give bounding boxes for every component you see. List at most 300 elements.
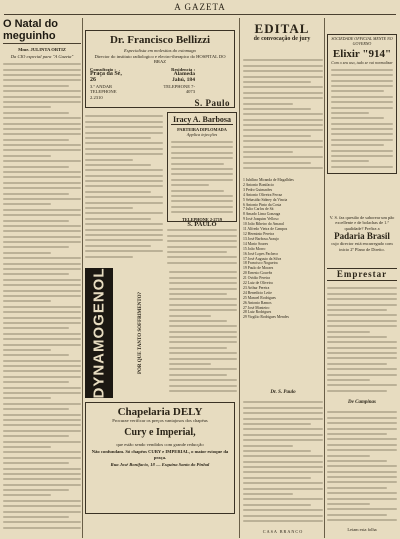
text-line: [167, 251, 227, 253]
text-line: [327, 314, 397, 316]
text-line: [169, 271, 237, 273]
home-phone: TELEPHONE 7-4073: [163, 83, 196, 95]
text-line: [85, 164, 151, 166]
text-line: [3, 365, 81, 367]
text-line: [327, 320, 397, 322]
text-line: [243, 140, 323, 142]
text-line: [3, 403, 81, 405]
campinas-body: [327, 408, 397, 524]
text-line: [169, 293, 227, 295]
text-line: [85, 218, 151, 220]
text-line: [243, 97, 323, 99]
text-line: [243, 151, 293, 153]
text-line: [3, 209, 81, 211]
text-line: [327, 357, 397, 359]
text-line: [243, 156, 323, 158]
home-address: Alameda Jahú, 184: [172, 71, 196, 83]
text-line: [85, 256, 133, 258]
text-line: [169, 325, 237, 327]
text-line: [243, 103, 293, 105]
text-line: [3, 462, 69, 464]
home-label: Residencia :: [171, 66, 196, 72]
ad-chapelaria-brands: Cury e Imperial,: [124, 426, 196, 438]
ad-chapelaria-body: que estão sendo vendidos com grande reducção: [116, 441, 204, 447]
text-line: [327, 514, 387, 516]
text-line: [3, 521, 81, 523]
text-line: [243, 119, 323, 121]
ad-dr-francisco-bellizzi: [85, 30, 235, 108]
edital-footer: CASA BRANCO: [262, 529, 304, 534]
text-line: [327, 411, 397, 413]
text-line: [3, 90, 81, 92]
text-line: [171, 179, 233, 181]
text-line: [169, 341, 237, 343]
text-line: [331, 123, 393, 125]
ad-doctor-name: Dr. Francisco Bellizzi: [109, 34, 211, 46]
text-line: [3, 457, 81, 459]
text-line: [243, 498, 323, 500]
article-body-lines: [85, 115, 163, 257]
jury-name: 2 Antonio Bonifacio: [243, 182, 275, 187]
text-line: [3, 241, 81, 243]
text-line: [3, 322, 81, 324]
text-line: [171, 184, 209, 186]
text-line: [3, 144, 81, 146]
text-line: [327, 298, 397, 300]
text-line: [3, 473, 81, 475]
office-address: Praça da Sé, 26: [90, 71, 122, 83]
text-line: [327, 287, 397, 289]
text-line: [3, 63, 81, 65]
ad-chapelaria-note: Não confundam. Só chapéos CURY e IMPERIAL, o maior estoque da praça.: [91, 449, 229, 460]
text-line: [243, 434, 323, 436]
text-line: [3, 424, 81, 426]
text-line: [3, 381, 69, 383]
text-line: [327, 325, 397, 327]
text-line: [3, 505, 81, 507]
text-line: [3, 198, 81, 200]
text-line: [85, 207, 133, 209]
text-line: [3, 284, 81, 286]
jury-name: 3 Pedro Guimarães: [243, 187, 273, 192]
text-line: [3, 387, 81, 389]
ad-chapelaria-lead: Procurae verificar os preços vantajosos dos chapéus: [112, 418, 208, 423]
ad-elixir-header: SOCIEDADE OFFICIAL MENTE NO GOVERNO: [331, 36, 393, 46]
text-line: [85, 180, 163, 182]
ad-iracy-name: Iracy A. Barbosa: [173, 115, 231, 124]
article-mid-col2: [85, 112, 163, 262]
text-line: [327, 492, 397, 494]
text-line: [171, 211, 233, 213]
text-line: [327, 363, 387, 365]
text-line: [331, 69, 393, 71]
text-line: [3, 435, 69, 437]
text-line: [3, 106, 51, 108]
text-line: [243, 108, 311, 110]
text-line: [327, 390, 387, 392]
text-line: [3, 96, 81, 98]
text-line: [327, 331, 370, 333]
text-line: [243, 407, 323, 409]
text-line: [243, 493, 293, 495]
jury-name: 20 Ernesto Gouvêa: [243, 271, 273, 276]
text-line: [327, 352, 397, 354]
text-line: [3, 527, 81, 529]
text-line: [327, 444, 397, 446]
column-rule: [324, 18, 325, 538]
text-line: [331, 166, 393, 168]
jury-name: 10 João Ribeiro do Amaral: [243, 222, 284, 227]
ad-elixir-body: [331, 69, 393, 168]
text-line: [3, 370, 81, 372]
text-line: [3, 155, 51, 157]
text-line: [327, 471, 397, 473]
emprestar-body: [327, 284, 397, 396]
text-line: [243, 59, 323, 61]
office-label: Consultorio :: [90, 66, 116, 72]
text-line: [3, 257, 81, 259]
text-line: [331, 139, 393, 141]
text-line: [327, 379, 370, 381]
text-line: [3, 171, 81, 173]
text-line: [171, 173, 233, 175]
text-line: [327, 384, 397, 386]
text-line: [3, 117, 81, 119]
text-line: [169, 320, 227, 322]
text-line: [331, 112, 369, 114]
text-line: [3, 236, 81, 238]
text-line: [3, 354, 69, 356]
section-campinas: De Campinas: [348, 400, 376, 405]
text-line: [171, 168, 233, 170]
edital-header: [242, 22, 322, 43]
text-line: [327, 449, 397, 451]
text-line: [85, 202, 163, 204]
masthead: [4, 2, 396, 15]
jury-name: 24 Benedicto Leite: [243, 290, 272, 295]
ad-iracy-body: [171, 141, 233, 213]
text-line: [3, 187, 81, 189]
text-line: [243, 167, 323, 169]
text-line: [169, 282, 237, 284]
text-line: [3, 74, 81, 76]
text-line: [327, 503, 370, 505]
text-line: [169, 288, 237, 290]
text-line: [243, 86, 323, 88]
ad-padaria-body: cujo director está encarregado com inicio 2º Plano de Direito.: [331, 241, 393, 252]
jury-name: 22 Luiz de Oliveira: [243, 281, 273, 286]
text-line: [169, 379, 237, 381]
text-line: [331, 80, 393, 82]
text-line: [169, 309, 237, 311]
text-line: [3, 252, 51, 254]
text-line: [171, 190, 224, 192]
column-rule: [82, 18, 83, 538]
text-line: [167, 246, 237, 248]
text-line: [3, 397, 51, 399]
text-line: [331, 90, 384, 92]
jury-name: 23 Arthur Pereira: [243, 285, 270, 290]
ad-elixir-name: Elixir "914": [332, 47, 392, 60]
jury-name: 11 Alfredo Vieira de Campos: [243, 227, 288, 232]
text-line: [3, 494, 51, 496]
text-line: [3, 166, 69, 168]
article-body-lines: [167, 229, 237, 263]
section-emprestar: Emprestar: [327, 268, 397, 281]
text-line: [3, 279, 81, 281]
masthead-title: A GAZETA: [174, 2, 226, 12]
text-line: [243, 515, 323, 517]
text-line: [3, 214, 81, 216]
text-line: [327, 481, 397, 483]
text-line: [3, 268, 81, 270]
jury-name: 1 Jubilino Miranda de Magalhães: [243, 178, 294, 182]
text-line: [3, 414, 81, 416]
text-line: [327, 519, 397, 521]
text-line: [169, 358, 237, 360]
text-line: [85, 137, 151, 139]
text-line: [85, 142, 163, 144]
text-line: [3, 500, 81, 502]
text-line: [327, 433, 387, 435]
text-line: [243, 450, 311, 452]
article-title-natal: O Natal do meguinho: [3, 18, 81, 44]
text-line: [85, 126, 163, 128]
text-line: [3, 333, 81, 335]
text-line: [3, 225, 81, 227]
article-body-lines: [327, 287, 397, 391]
text-line: [331, 117, 384, 119]
text-line: [3, 85, 69, 87]
text-line: [85, 250, 163, 252]
text-line: [327, 309, 387, 311]
text-line: [167, 262, 237, 264]
text-line: [3, 133, 81, 135]
text-line: [3, 160, 81, 162]
text-line: [3, 139, 69, 141]
jury-name: 18 Francisco Nogueira: [243, 261, 278, 266]
text-line: [85, 229, 163, 231]
text-line: [243, 504, 311, 506]
jury-name: 5 Sebastião Sidney da Vincia: [243, 197, 288, 202]
text-line: [85, 169, 163, 171]
text-line: [243, 520, 323, 522]
text-line: [327, 341, 397, 343]
jury-name: 25 Manoel Rodrigues: [243, 295, 276, 300]
text-line: [243, 129, 323, 131]
text-line: [327, 465, 397, 467]
text-line: [85, 245, 151, 247]
text-line: [3, 360, 81, 362]
text-line: [243, 81, 311, 83]
text-line: [327, 438, 397, 440]
text-line: [327, 455, 370, 457]
text-line: [3, 338, 81, 340]
text-line: [169, 368, 237, 370]
text-line: [3, 468, 81, 470]
leiam-esta-folha: Leiam esta folha: [347, 527, 377, 532]
text-line: [171, 157, 233, 159]
text-line: [327, 368, 397, 370]
text-line: [3, 311, 81, 313]
text-line: [327, 476, 397, 478]
text-line: [171, 163, 224, 165]
text-line: [169, 298, 237, 300]
text-line: [85, 239, 163, 241]
text-line: [3, 263, 81, 265]
text-line: [85, 223, 163, 225]
text-line: [85, 191, 151, 193]
text-line: [167, 240, 237, 242]
text-line: [327, 498, 397, 500]
text-line: [3, 273, 69, 275]
jury-name: 4 Antonio Oliveira Ferraz: [243, 192, 283, 197]
text-line: [331, 160, 369, 162]
text-line: [327, 428, 397, 430]
ad-elixir-sub: Com o seu uso, tudo se vai normalizar: [331, 59, 393, 65]
ad-doctor-city: S. Paulo: [194, 98, 230, 109]
text-line: [169, 385, 237, 387]
office-phone: TELEPHONE 2.2310: [90, 89, 117, 100]
text-line: [3, 69, 81, 71]
text-line: [327, 336, 387, 338]
text-line: [243, 466, 323, 468]
text-line: [3, 446, 51, 448]
text-line: [243, 92, 323, 94]
text-line: [169, 315, 211, 317]
text-line: [243, 124, 323, 126]
ad-iracy-line: Applica injecções: [186, 132, 218, 138]
text-line: [3, 123, 81, 125]
text-line: [3, 306, 81, 308]
text-line: [85, 115, 163, 117]
text-line: [243, 70, 323, 72]
text-line: [85, 196, 163, 198]
text-line: [3, 344, 81, 346]
jury-name: 12 Herminio Pereira: [243, 231, 274, 236]
text-line: [243, 162, 311, 164]
column-rule: [239, 18, 240, 538]
text-line: [327, 508, 397, 510]
text-line: [169, 277, 237, 279]
text-line: [171, 146, 233, 148]
text-line: [85, 132, 163, 134]
jury-name: 14 Mario Soares: [243, 241, 269, 246]
text-line: [3, 408, 69, 410]
text-line: [331, 128, 393, 130]
text-line: [169, 390, 237, 392]
text-line: [3, 149, 81, 151]
text-line: [243, 418, 323, 420]
text-line: [85, 148, 163, 150]
text-line: [85, 159, 133, 161]
text-line: [3, 300, 51, 302]
text-line: [3, 327, 69, 329]
text-line: [3, 128, 81, 130]
ad-iracy-city: S. PAULO: [187, 221, 217, 229]
text-line: [3, 317, 81, 319]
text-line: [85, 153, 163, 155]
text-line: [169, 363, 211, 365]
text-line: [327, 304, 397, 306]
ad-dynamogenol-copy: [116, 268, 166, 398]
text-line: [167, 235, 237, 237]
text-line: [327, 422, 397, 424]
text-line: [331, 150, 393, 152]
jury-names-list: [243, 178, 323, 320]
text-line: [3, 295, 81, 297]
ad-dynamogenol-headline: POR QUE TANTO SOFFRIMENTO?: [138, 292, 143, 375]
text-line: [169, 336, 237, 338]
text-line: [243, 461, 323, 463]
text-line: [85, 121, 163, 123]
text-line: [243, 488, 323, 490]
text-line: [171, 200, 233, 202]
text-line: [243, 445, 293, 447]
text-line: [331, 85, 393, 87]
edital-section-title: Dr. S. Paulo: [270, 390, 296, 395]
text-line: [327, 347, 397, 349]
article-body-lines: [327, 411, 397, 521]
article-body-lines: [169, 271, 237, 392]
jury-name: 29 Virgilio Rodrigues Mendes: [243, 315, 289, 320]
text-line: [3, 441, 81, 443]
text-line: [331, 74, 393, 76]
text-line: [169, 352, 237, 354]
text-line: [85, 185, 163, 187]
text-line: [327, 487, 387, 489]
text-line: [3, 203, 51, 205]
text-line: [3, 182, 81, 184]
jury-name: 16 José Lopes Pacheco: [243, 251, 279, 256]
jury-name: 9 José Joaquim Velloso: [243, 217, 279, 222]
text-line: [331, 144, 384, 146]
column-natal: [3, 18, 81, 536]
text-line: [327, 293, 397, 295]
text-line: [243, 482, 323, 484]
ad-padaria-brasil: [327, 215, 397, 252]
ad-elixir-914: [327, 34, 397, 174]
text-line: [3, 511, 81, 513]
text-line: [3, 478, 81, 480]
ad-doctor-specialty: Especialista em molestias do estomago: [124, 48, 196, 53]
byline: Mme. JULINTA ORTIZ: [18, 47, 66, 52]
jury-name: 21 Ovidio Pereira: [243, 276, 270, 281]
text-line: [3, 220, 69, 222]
text-line: [3, 176, 81, 178]
text-line: [169, 374, 227, 376]
edital-bottom-body: [243, 398, 323, 526]
ad-dynamogenol: [85, 268, 113, 398]
text-line: [331, 107, 393, 109]
text-line: [3, 489, 69, 491]
text-line: [331, 96, 393, 98]
text-line: [3, 419, 81, 421]
text-line: [3, 430, 81, 432]
jury-name: 8 Amado Lima Gonzaga: [243, 212, 281, 217]
ad-doctor-director: Director do instituto radiologico e electro-therapico do HOSPITAL DO BRAZ: [94, 53, 226, 65]
text-line: [167, 229, 237, 231]
text-line: [3, 101, 81, 103]
ad-chapelaria-address: Rua José Bonifacio, 18 — Esquina Santo do Pinhal: [110, 462, 210, 468]
text-line: [3, 484, 81, 486]
text-line: [331, 133, 393, 135]
edital-subtitle: de convocação de jury: [253, 36, 311, 42]
ad-dynamogenol-brand: DYNAMOGENOL: [90, 267, 108, 399]
jury-name: 26 Antonio Ramos: [243, 300, 272, 305]
text-line: [171, 141, 233, 143]
text-line: [243, 428, 323, 430]
